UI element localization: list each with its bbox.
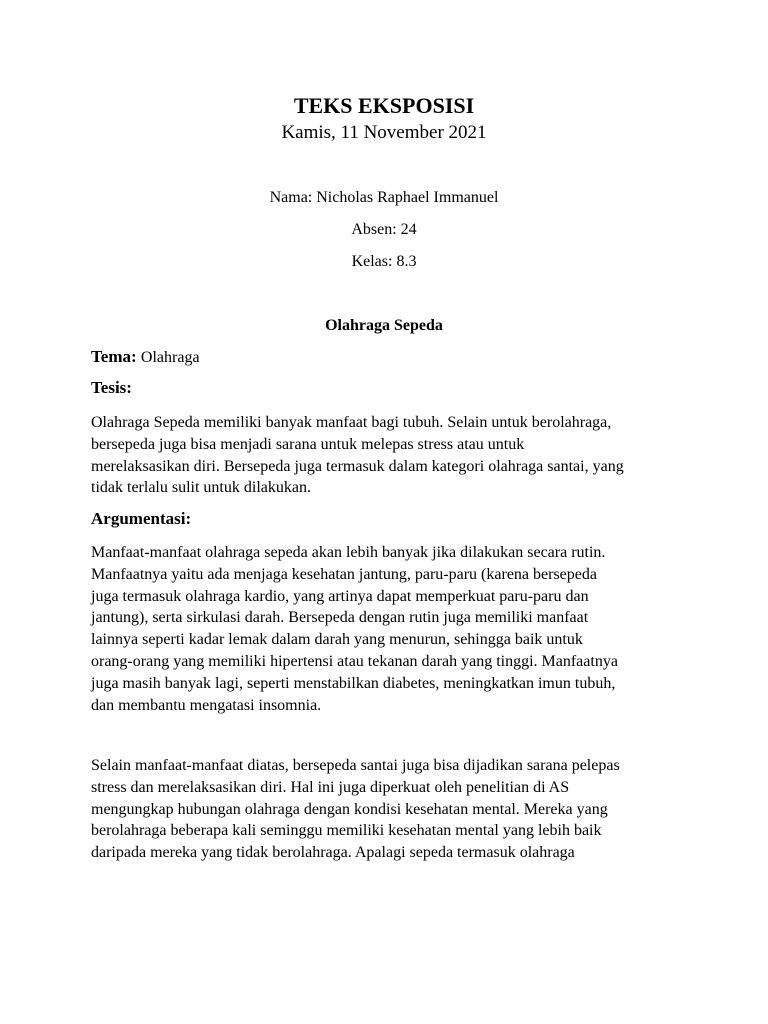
- paragraph-line: daripada mereka yang tidak berolahraga. Apalagi sepeda termasuk olahraga: [91, 844, 575, 862]
- paragraph-line: juga termasuk olahraga kardio, yang artinya dapat memperkuat paru-paru dan: [91, 587, 589, 605]
- argumentasi-label: Argumentasi:: [91, 509, 192, 528]
- argumentasi-paragraph-1: [91, 542, 691, 716]
- document-title: TEKS EKSPOSISI: [293, 93, 475, 118]
- tesis-heading: [91, 377, 691, 399]
- paragraph-line: dan membantu mengatasi insomnia.: [91, 696, 322, 714]
- paragraph-line: mengungkap hubungan olahraga dengan kondisi kesehatan mental. Mereka yang: [91, 800, 608, 818]
- paragraph-line: orang-orang yang memiliki hipertensi atau tekanan darah yang tinggi. Manfaatnya: [91, 652, 618, 670]
- student-absen: Absen: 24: [351, 221, 417, 238]
- paragraph-line: Selain manfaat-manfaat diatas, bersepeda santai juga bisa dijadikan sarana pelepas: [91, 757, 620, 774]
- tesis-paragraph: [91, 412, 691, 499]
- tema-label: Tema:: [91, 347, 137, 366]
- paragraph-line: tidak terlalu sulit untuk dilakukan.: [91, 479, 311, 497]
- tema-value: Olahraga: [140, 349, 200, 366]
- student-name: Nama: Nicholas Raphael Immanuel: [269, 189, 499, 206]
- tema-line: [91, 346, 691, 369]
- argumentasi-paragraph-2: [91, 755, 691, 864]
- paragraph-line: Manfaat-manfaat olahraga sepeda akan lebih banyak jika dilakukan secara rutin.: [91, 544, 606, 561]
- paragraph-line: berolahraga beberapa kali seminggu memiliki kesehatan mental yang lebih baik: [91, 822, 602, 840]
- paragraph-line: juga masih banyak lagi, seperti menstabilkan diabetes, meningkatkan imun tubuh,: [91, 674, 616, 692]
- paragraph-line: lainnya seperti kadar lemak dalam darah yang menurun, sehingga baik untuk: [91, 631, 583, 649]
- student-kelas: Kelas: 8.3: [351, 253, 417, 270]
- paragraph-line: Olahraga Sepeda memiliki banyak manfaat bagi tubuh. Selain untuk berolahraga,: [91, 414, 612, 431]
- paragraph-line: bersepeda juga bisa menjadi sarana untuk melepas stress atau untuk: [91, 435, 525, 453]
- document-date: Kamis, 11 November 2021: [281, 122, 487, 143]
- paragraph-line: Manfaatnya yaitu ada menjaga kesehatan jantung, paru-paru (karena bersepeda: [91, 565, 597, 583]
- argumentasi-heading: [91, 508, 691, 530]
- paragraph-line: jantung), serta sirkulasi darah. Bersepeda dengan rutin juga memiliki manfaat: [91, 609, 589, 627]
- tesis-label: Tesis:: [91, 378, 132, 397]
- paragraph-line: stress dan merelaksasikan diri. Hal ini juga diperkuat oleh penelitian di AS: [91, 778, 570, 796]
- essay-title: Olahraga Sepeda: [325, 317, 443, 334]
- paragraph-line: merelaksasikan diri. Bersepeda juga termasuk dalam kategori olahraga santai, yang: [91, 457, 624, 475]
